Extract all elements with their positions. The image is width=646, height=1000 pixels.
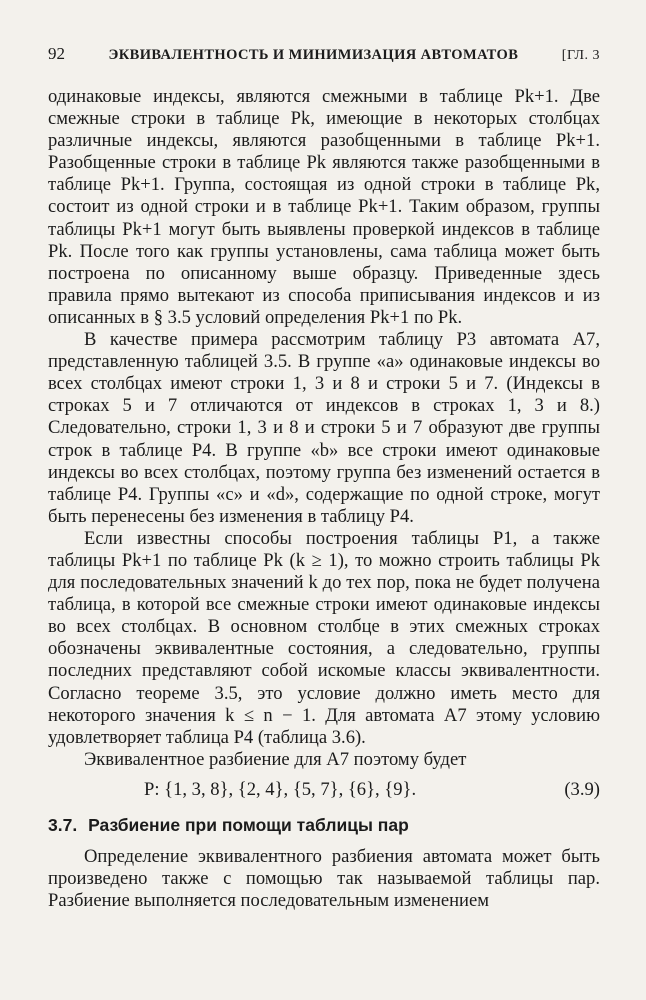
section-body [48,846,600,912]
running-title: ЭКВИВАЛЕНТНОСТЬ И МИНИМИЗАЦИЯ АВТОМАТОВ [108,47,519,63]
paragraph-3: Если известны способы построения таблицы P1, а также таблицы Pk+1 по таблице Pk (k ≥ 1), то можно строить таблицы Pk для последовательных значений k до тех пор, пока не будет получена таблица, в которой все смежные строки имеют одинаковые индексы во всех столбцах. В основном столбце в этих смежных строках обозначены эквивалентные состояния, а следовательно, группы последних представляют собой искомые классы эквивалентности. Согласно теореме 3.5, это условие должно иметь место для некоторого значения k ≤ n − 1. Для автомата A7 этому условию удовлетворяет таблица P4 (таблица 3.6). [48,527,600,748]
section-paragraph: Определение эквивалентного разбиения автомата может быть произведено также с помощью так называемой таблицы пар. Разбиение выполняется последовательным изменением [48,845,600,912]
body-text [48,86,600,771]
section-number: 3.7. [48,814,78,835]
paragraph-4: Эквивалентное разбиение для A7 поэтому будет [84,748,467,770]
equation-body: P: {1, 3, 8}, {2, 4}, {5, 7}, {6}, {9}. [144,778,417,800]
section-heading [48,815,600,836]
page-number: 92 [48,44,65,63]
paragraph-1: одинаковые индексы, являются смежными в таблице Pk+1. Две смежные строки в таблице Pk, имеющие в некоторых столбцах различные индексы, являются разобщенными в таблице Pk+1. Разобщенные строки в таблице Pk являются также разобщенными в таблице Pk+1. Группа, состоящая из одной строки в таблице Pk, состоит из одной строки и в таблице Pk+1. Таким образом, группы таблицы Pk+1 могут быть выявлены проверкой индексов в таблице Pk. После того как группы установлены, сама таблица может быть построена по описанному выше образцу. Приведенные здесь правила прямо вытекают из способа приписывания индексов и из описанных в § 3.5 условий определения Pk+1 по Pk. [48,86,600,328]
running-header [48,44,600,64]
section-title: Разбиение при помощи таблицы пар [88,814,409,835]
equation-number: (3.9) [564,778,600,800]
chapter-label: [ГЛ. 3 [561,48,600,63]
paragraph-2: В качестве примера рассмотрим таблицу P3 автомата A7, представленную таблицей 3.5. В группе «a» одинаковые индексы во всех столбцах имеют строки 1, 3 и 8 и строки 5 и 7. (Индексы в строках 5 и 7 отличаются от индексов в строках 1, 3 и 8.) Следовательно, строки 1, 3 и 8 и строки 5 и 7 образуют две группы строк в таблице P4. В группе «b» все строки имеют одинаковые индексы во всех столбцах, поэтому группа без изменений остается в таблице P4. Группы «c» и «d», содержащие по одной строке, могут быть перенесены без изменения в таблицу P4. [48,329,600,527]
equation [48,779,600,801]
